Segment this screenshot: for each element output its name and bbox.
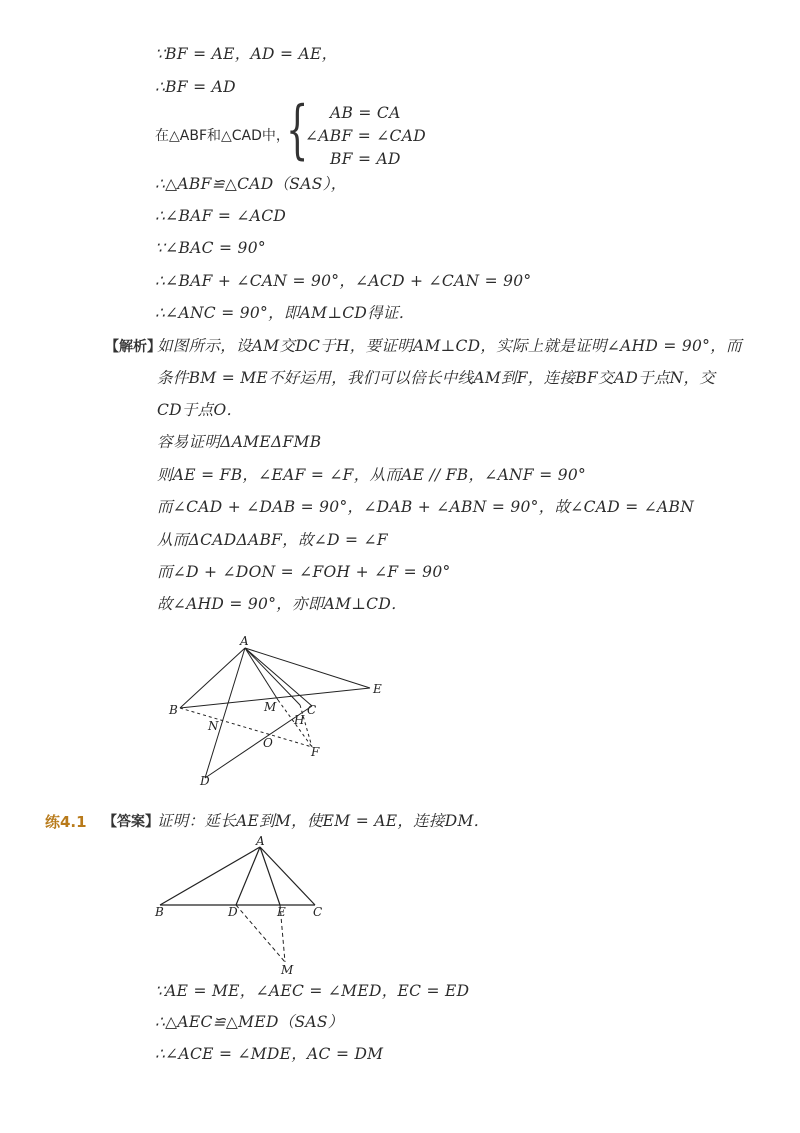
label-E: E — [373, 682, 382, 696]
analysis-line-4: 容易证明ΔAMEΔFMB — [157, 433, 322, 451]
seg-AC — [260, 847, 315, 905]
seg-BF-dashed — [180, 708, 312, 747]
system-eq-2: ∠ABF = ∠CAD — [305, 127, 426, 145]
analysis-line-1: 如图所示，设AM交DC于H，要证明AM⊥CD，实际上就是证明∠AHD = 90°，而 — [157, 337, 742, 355]
label-D: D — [200, 774, 210, 788]
label-B: B — [169, 703, 178, 717]
label-C: C — [307, 703, 317, 717]
proof1-line6: ∵∠BAC = 90° — [155, 239, 266, 257]
analysis-line-8: 而∠D + ∠DON = ∠FOH + ∠F = 90° — [157, 563, 451, 581]
label-D: D — [228, 905, 238, 919]
label-H: H — [294, 713, 305, 727]
analysis-line-3: CD于点O． — [157, 401, 243, 419]
seg-AD — [236, 847, 260, 905]
label-A: A — [256, 835, 265, 848]
proof1-line7: ∴∠BAF + ∠CAN = 90°，∠ACD + ∠CAN = 90° — [155, 272, 532, 290]
label-O: O — [263, 736, 273, 750]
system-eq-1: AB = CA — [330, 104, 401, 122]
exercise-line: 证明：延长AE到M，使EM = AE，连接DM． — [157, 812, 490, 830]
analysis-line-7: 从而ΔCADΔABF，故∠D = ∠F — [157, 531, 388, 549]
system-eq-3: BF = AD — [330, 150, 401, 168]
geometry-figure-2 — [150, 835, 340, 980]
label-N: N — [208, 719, 219, 733]
proof1-line2: ∴BF = AD — [155, 78, 236, 96]
analysis-line-2: 条件BM = ME不好运用，我们可以倍长中线AM到F，连接BF交AD于点N，交 — [157, 369, 716, 387]
seg-AB — [160, 847, 260, 905]
analysis-line-9: 故∠AHD = 90°，亦即AM⊥CD． — [157, 595, 407, 613]
label-F: F — [311, 745, 320, 759]
seg-AE — [260, 847, 280, 905]
analysis-line-6: 而∠CAD + ∠DAB = 90°，∠DAB + ∠ABN = 90°，故∠CAD = ∠ABN — [157, 498, 695, 516]
proof2-line3: ∴∠ACE = ∠MDE，AC = DM — [155, 1045, 384, 1063]
analysis-line-5: 则AE = FB，∠EAF = ∠F，从而AE // FB，∠ANF = 90° — [157, 466, 587, 484]
label-E: E — [277, 905, 286, 919]
proof2-line2: ∴△AEC≌△MED（SAS） — [155, 1013, 344, 1031]
seg-AM — [245, 648, 278, 700]
label-B: B — [155, 905, 164, 919]
proof1-line1: ∵BF = AE，AD = AE， — [155, 45, 338, 63]
label-C: C — [313, 905, 323, 919]
proof2-line1: ∵AE = ME，∠AEC = ∠MED，EC = ED — [155, 982, 470, 1000]
system-brace: { — [286, 93, 309, 167]
exercise-number: 练4.1 — [45, 813, 87, 831]
proof1-line3-prefix: 在△ABF和△CAD中， — [155, 128, 290, 144]
seg-AD — [205, 648, 245, 778]
proof1-line8: ∴∠ANC = 90°，即AM⊥CD得证． — [155, 304, 415, 322]
proof1-line4: ∴△ABF≌△CAD（SAS）， — [155, 175, 347, 193]
label-M: M — [281, 963, 294, 977]
label-A: A — [240, 634, 249, 648]
answer-tag: 【答案】 — [103, 814, 159, 830]
geometry-figure-1 — [160, 630, 400, 790]
label-M: M — [264, 700, 277, 714]
proof1-line5: ∴∠BAF = ∠ACD — [155, 207, 287, 225]
analysis-tag: 【解析】 — [105, 339, 161, 355]
